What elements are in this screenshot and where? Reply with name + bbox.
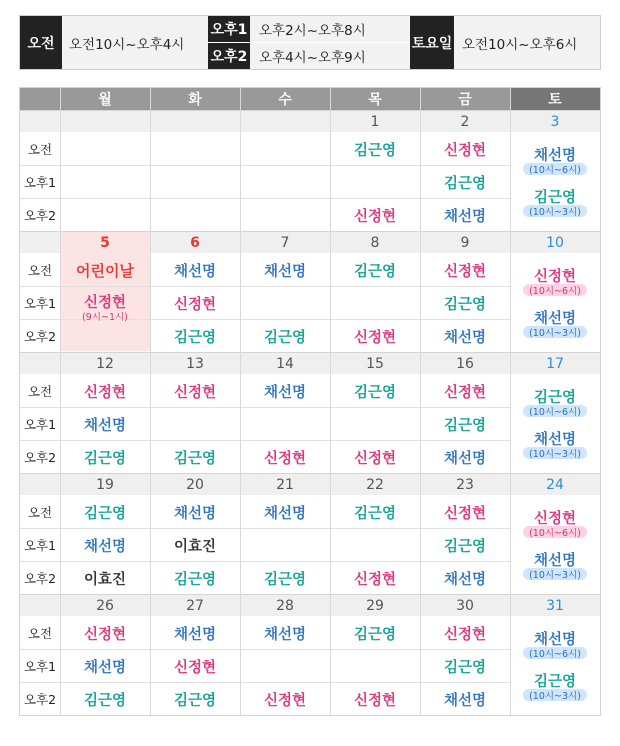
column-divider	[420, 88, 421, 715]
staff-name: 채선명	[443, 208, 487, 225]
day-number: 2	[460, 114, 470, 130]
day-number: 15	[366, 356, 384, 372]
day-number: 8	[370, 235, 380, 251]
staff-name: 김근영	[443, 296, 487, 313]
staff-name: 김근영	[83, 450, 127, 467]
staff-name: 채선명	[443, 692, 487, 709]
staff-name: 이효진	[173, 538, 217, 555]
slot-divider	[20, 649, 510, 650]
staff-name: 신정현	[353, 208, 397, 225]
staff-name: 김근영	[83, 505, 127, 522]
staff-name: 채선명	[263, 263, 307, 280]
saturday-shift-time: (10시~6시)	[523, 405, 587, 417]
saturday-staff-name: 채선명	[533, 147, 577, 164]
slot-label: 오후2	[23, 449, 57, 465]
staff-name: 김근영	[173, 450, 217, 467]
staff-name: 김근영	[443, 417, 487, 434]
day-number: 23	[456, 477, 474, 493]
saturday-label: 토요일	[410, 16, 454, 69]
weekday-header: 월	[60, 88, 150, 110]
staff-name: 김근영	[443, 538, 487, 555]
day-number: 31	[546, 598, 564, 614]
day-number: 16	[456, 356, 474, 372]
saturday-shift-time: (10시~3시)	[523, 205, 587, 217]
slot-label: 오후1	[23, 416, 57, 432]
saturday-staff-name: 채선명	[533, 631, 577, 648]
schedule-calendar	[19, 87, 601, 716]
day-number: 3	[550, 114, 560, 130]
staff-name: 김근영	[173, 329, 217, 346]
saturday-shift-time: (10시~6시)	[523, 163, 587, 175]
staff-name: 신정현	[353, 450, 397, 467]
weekday-header: 화	[150, 88, 240, 110]
staff-name: 신정현	[263, 450, 307, 467]
saturday-shift-time: (10시~3시)	[523, 689, 587, 701]
day-number: 7	[280, 235, 290, 251]
day-number: 6	[190, 235, 200, 251]
staff-name: 채선명	[443, 571, 487, 588]
slot-divider	[20, 165, 510, 166]
day-number: 26	[96, 598, 114, 614]
day-number: 28	[276, 598, 294, 614]
staff-name: 김근영	[353, 505, 397, 522]
column-divider	[510, 88, 511, 715]
slot-label: 오전	[27, 504, 53, 520]
pm2-label: 오후2	[208, 43, 250, 69]
staff-name: 김근영	[173, 692, 217, 709]
day-number: 1	[370, 114, 380, 130]
saturday-staff-name: 김근영	[533, 389, 577, 406]
slot-label: 오후2	[23, 328, 57, 344]
saturday-staff-name: 채선명	[533, 552, 577, 569]
slot-divider	[20, 561, 510, 562]
staff-name: 채선명	[263, 626, 307, 643]
shift-time: (9시~1시)	[82, 312, 128, 323]
saturday-shift-time: (10시~3시)	[523, 568, 587, 580]
slot-divider	[20, 440, 510, 441]
column-divider	[240, 88, 241, 715]
staff-name: 채선명	[263, 384, 307, 401]
slot-label: 오후1	[23, 295, 57, 311]
staff-name: 신정현	[443, 505, 487, 522]
day-number: 14	[276, 356, 294, 372]
saturday-staff-name: 채선명	[533, 431, 577, 448]
day-number: 12	[96, 356, 114, 372]
day-number: 30	[456, 598, 474, 614]
day-number: 5	[100, 235, 110, 251]
staff-name: 신정현	[173, 659, 217, 676]
slot-label: 오후1	[23, 537, 57, 553]
staff-name: 신정현	[263, 692, 307, 709]
slot-label: 오전	[27, 262, 53, 278]
slot-divider	[20, 528, 510, 529]
slot-label: 오후1	[23, 658, 57, 674]
day-number	[240, 111, 330, 133]
saturday-time: 오전10시~오후6시	[454, 16, 600, 69]
saturday-staff-name: 신정현	[533, 510, 577, 527]
staff-name: 신정현	[353, 329, 397, 346]
staff-name: 김근영	[353, 263, 397, 280]
am-time: 오전10시~오후4시	[62, 16, 208, 69]
day-number: 17	[546, 356, 564, 372]
slot-divider	[20, 198, 510, 199]
staff-name: 김근영	[353, 384, 397, 401]
staff-name: 김근영	[263, 329, 307, 346]
staff-name: 신정현	[443, 384, 487, 401]
saturday-shift-time: (10시~6시)	[523, 647, 587, 659]
staff-name: 신정현	[443, 626, 487, 643]
weekday-header: 토	[510, 88, 600, 110]
day-number	[60, 111, 150, 133]
saturday-staff-name: 채선명	[533, 310, 577, 327]
saturday-shift-time: (10시~3시)	[523, 447, 587, 459]
staff-name: 김근영	[353, 626, 397, 643]
staff-name: 채선명	[173, 505, 217, 522]
saturday-shift-time: (10시~3시)	[523, 326, 587, 338]
staff-name: 채선명	[173, 626, 217, 643]
day-number: 24	[546, 477, 564, 493]
staff-name: 신정현	[83, 294, 127, 311]
staff-name: 김근영	[173, 571, 217, 588]
staff-name: 채선명	[83, 659, 127, 676]
am-label: 오전	[20, 16, 62, 69]
staff-name: 신정현	[353, 692, 397, 709]
staff-name: 채선명	[443, 329, 487, 346]
staff-name: 신정현	[173, 296, 217, 313]
holiday-label: 어린이날	[76, 261, 134, 280]
day-number: 20	[186, 477, 204, 493]
day-number: 10	[546, 235, 564, 251]
staff-name: 신정현	[83, 626, 127, 643]
pm1-label: 오후1	[208, 16, 250, 42]
slot-divider	[20, 286, 510, 287]
day-number: 9	[460, 235, 470, 251]
day-number	[150, 111, 240, 133]
staff-name: 김근영	[263, 571, 307, 588]
staff-name: 김근영	[443, 175, 487, 192]
slot-label: 오전	[27, 625, 53, 641]
slot-label: 오전	[27, 383, 53, 399]
day-number: 13	[186, 356, 204, 372]
pm2-time: 오후4시~오후9시	[250, 43, 410, 69]
staff-name: 김근영	[83, 692, 127, 709]
column-divider	[60, 88, 61, 715]
day-number: 19	[96, 477, 114, 493]
staff-name: 채선명	[83, 538, 127, 555]
day-number: 29	[366, 598, 384, 614]
slot-label: 오전	[27, 141, 53, 157]
slot-divider	[20, 407, 510, 408]
slot-label: 오후2	[23, 691, 57, 707]
header-corner	[20, 88, 60, 110]
saturday-shift-time: (10시~6시)	[523, 526, 587, 538]
saturday-staff-name: 김근영	[533, 189, 577, 206]
slot-label: 오후1	[23, 174, 57, 190]
staff-name: 채선명	[263, 505, 307, 522]
weekday-header: 목	[330, 88, 420, 110]
weekday-header: 금	[420, 88, 510, 110]
day-number: 27	[186, 598, 204, 614]
saturday-staff-name: 김근영	[533, 673, 577, 690]
weekday-header: 수	[240, 88, 330, 110]
staff-name: 신정현	[83, 384, 127, 401]
staff-name: 신정현	[443, 263, 487, 280]
day-number: 22	[366, 477, 384, 493]
hours-header	[19, 15, 601, 70]
staff-name: 신정현	[443, 142, 487, 159]
pm1-time: 오후2시~오후8시	[250, 16, 410, 42]
staff-name: 신정현	[353, 571, 397, 588]
slot-label: 오후2	[23, 207, 57, 223]
staff-name: 김근영	[443, 659, 487, 676]
slot-divider	[20, 682, 510, 683]
column-divider	[150, 88, 151, 715]
saturday-shift-time: (10시~6시)	[523, 284, 587, 296]
staff-name: 채선명	[443, 450, 487, 467]
staff-name: 채선명	[83, 417, 127, 434]
column-divider	[330, 88, 331, 715]
staff-name: 채선명	[173, 263, 217, 280]
staff-name: 김근영	[353, 142, 397, 159]
staff-name: 이효진	[83, 571, 127, 588]
staff-name: 신정현	[173, 384, 217, 401]
saturday-staff-name: 신정현	[533, 268, 577, 285]
day-number: 21	[276, 477, 294, 493]
slot-label: 오후2	[23, 570, 57, 586]
